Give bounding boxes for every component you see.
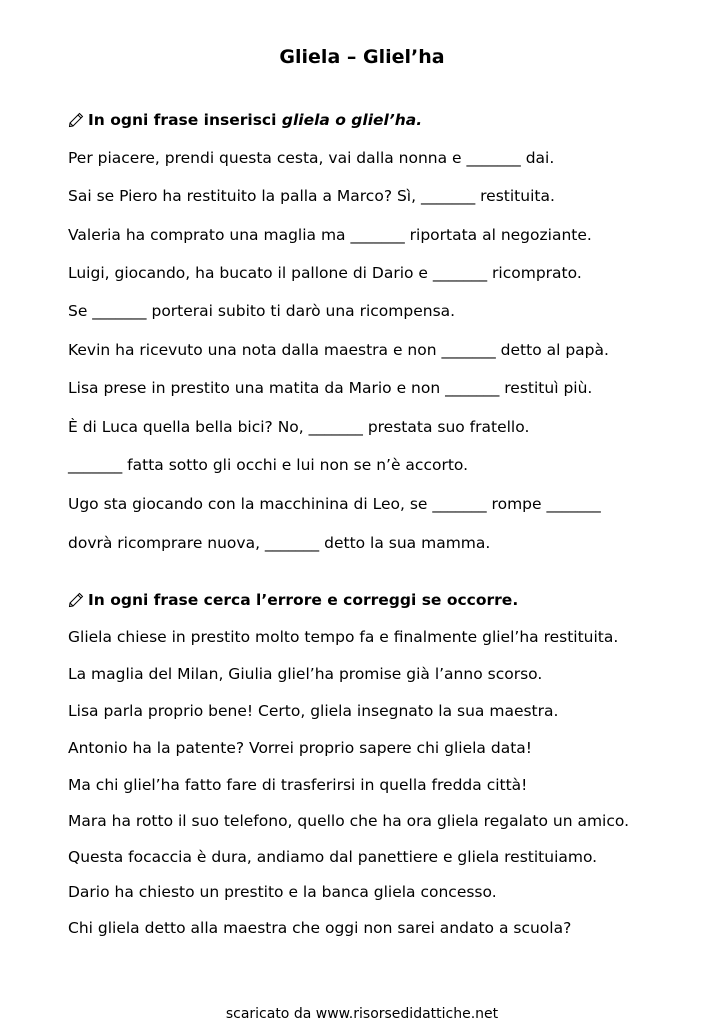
section-1-heading: [68, 110, 422, 130]
exercise-1-line-1: Per piacere, prendi questa cesta, vai dalla nonna e _______ dai.: [68, 149, 555, 167]
exercise-1-line-11: dovrà ricomprare nuova, _______ detto la sua mamma.: [68, 534, 491, 552]
exercise-2-line-3: Lisa parla proprio bene! Certo, gliela insegnato la sua maestra.: [68, 702, 559, 720]
exercise-2-line-2: La maglia del Milan, Giulia gliel’ha promise già l’anno scorso.: [68, 665, 543, 683]
exercise-2-line-5: Ma chi gliel’ha fatto fare di trasferirsi in quella fredda città!: [68, 776, 528, 794]
exercise-1-line-5: Se _______ porterai subito ti darò una ricompensa.: [68, 302, 456, 320]
section-1-heading-text: In ogni frase inserisci: [88, 111, 282, 129]
page-title: Gliela – Gliel’ha: [279, 46, 445, 68]
exercise-2-line-4: Antonio ha la patente? Vorrei proprio sapere chi gliela data!: [68, 739, 532, 757]
footer-source: scaricato da www.risorsedidattiche.net: [225, 1006, 499, 1022]
exercise-1-line-3: Valeria ha comprato una maglia ma _______ riportata al negoziante.: [68, 226, 592, 244]
pencil-icon: [68, 112, 84, 128]
exercise-2-line-6: Mara ha rotto il suo telefono, quello che ha ora gliela regalato un amico.: [68, 812, 630, 830]
exercise-1-line-7: Lisa prese in prestito una matita da Mario e non _______ restituì più.: [68, 379, 593, 397]
section-2-heading: [68, 590, 518, 610]
exercise-1-line-6: Kevin ha ricevuto una nota dalla maestra e non _______ detto al papà.: [68, 341, 609, 359]
exercise-2-line-9: Chi gliela detto alla maestra che oggi non sarei andato a scuola?: [68, 919, 572, 937]
exercise-1-line-2: Sai se Piero ha restituito la palla a Marco? Sì, _______ restituita.: [68, 187, 555, 205]
exercise-1-line-10: Ugo sta giocando con la macchinina di Leo, se _______ rompe _______: [68, 495, 601, 513]
exercise-2-line-7: Questa focaccia è dura, andiamo dal panettiere e gliela restituiamo.: [68, 848, 598, 866]
exercise-1-line-4: Luigi, giocando, ha bucato il pallone di Dario e _______ ricomprato.: [68, 264, 582, 282]
pencil-icon: [68, 592, 84, 608]
exercise-2-line-1: Gliela chiese in prestito molto tempo fa e finalmente gliel’ha restituita.: [68, 628, 619, 646]
exercise-1-line-9: _______ fatta sotto gli occhi e lui non se n’è accorto.: [68, 456, 469, 474]
exercise-1-line-8: È di Luca quella bella bici? No, _______ prestata suo fratello.: [68, 418, 530, 436]
section-2-heading-text: In ogni frase cerca l’errore e correggi se occorre.: [88, 591, 519, 609]
exercise-2-line-8: Dario ha chiesto un prestito e la banca gliela concesso.: [68, 883, 497, 901]
section-1-heading-italic: gliela o gliel’ha.: [281, 111, 423, 129]
